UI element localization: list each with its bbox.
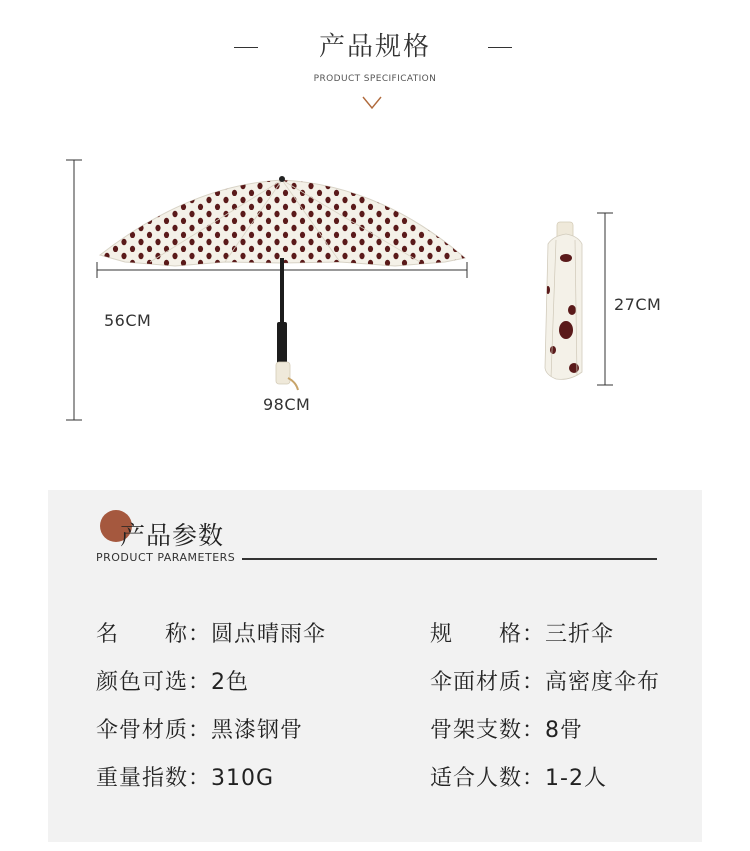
param-row	[430, 713, 583, 744]
param-row	[96, 665, 249, 696]
parameters-divider	[242, 558, 657, 560]
folded-length-label: 27CM	[614, 295, 662, 314]
title-dash-right	[488, 47, 512, 48]
param-label: 适合人数：	[430, 766, 546, 791]
folded-dimension-line	[597, 213, 613, 385]
parameters-subtitle: PRODUCT PARAMETERS	[96, 551, 236, 564]
chevron-down-icon	[362, 96, 382, 110]
spec-subtitle: PRODUCT SPECIFICATION	[313, 74, 437, 84]
umbrella-canopy	[90, 170, 480, 280]
param-value: 三折伞	[545, 622, 615, 647]
param-value: 1-2人	[545, 766, 607, 791]
param-label: 名 称：	[96, 622, 212, 647]
folded-umbrella	[545, 222, 582, 379]
param-label: 伞面材质：	[430, 670, 546, 695]
param-row	[430, 665, 660, 696]
param-label: 伞骨材质：	[96, 718, 212, 743]
width-label: 98CM	[263, 395, 311, 414]
param-row	[96, 617, 326, 648]
parameters-title: 产品参数	[120, 521, 225, 550]
height-label: 56CM	[104, 311, 152, 330]
height-dimension-line	[66, 160, 82, 420]
param-row	[96, 713, 303, 744]
param-value: 310G	[211, 766, 275, 791]
param-value: 黑漆钢骨	[211, 718, 304, 743]
param-value: 圆点晴雨伞	[211, 622, 327, 647]
param-row	[430, 761, 607, 792]
param-label: 颜色可选：	[96, 670, 212, 695]
spec-title: 产品规格	[318, 32, 431, 62]
param-value: 高密度伞布	[545, 670, 661, 695]
param-label: 重量指数：	[96, 766, 212, 791]
umbrella-handle	[276, 258, 298, 390]
param-row	[96, 761, 274, 792]
param-value: 8骨	[545, 718, 584, 743]
param-label: 骨架支数：	[430, 718, 546, 743]
param-label: 规 格：	[430, 622, 546, 647]
param-value: 2色	[211, 670, 250, 695]
param-row	[430, 617, 614, 648]
